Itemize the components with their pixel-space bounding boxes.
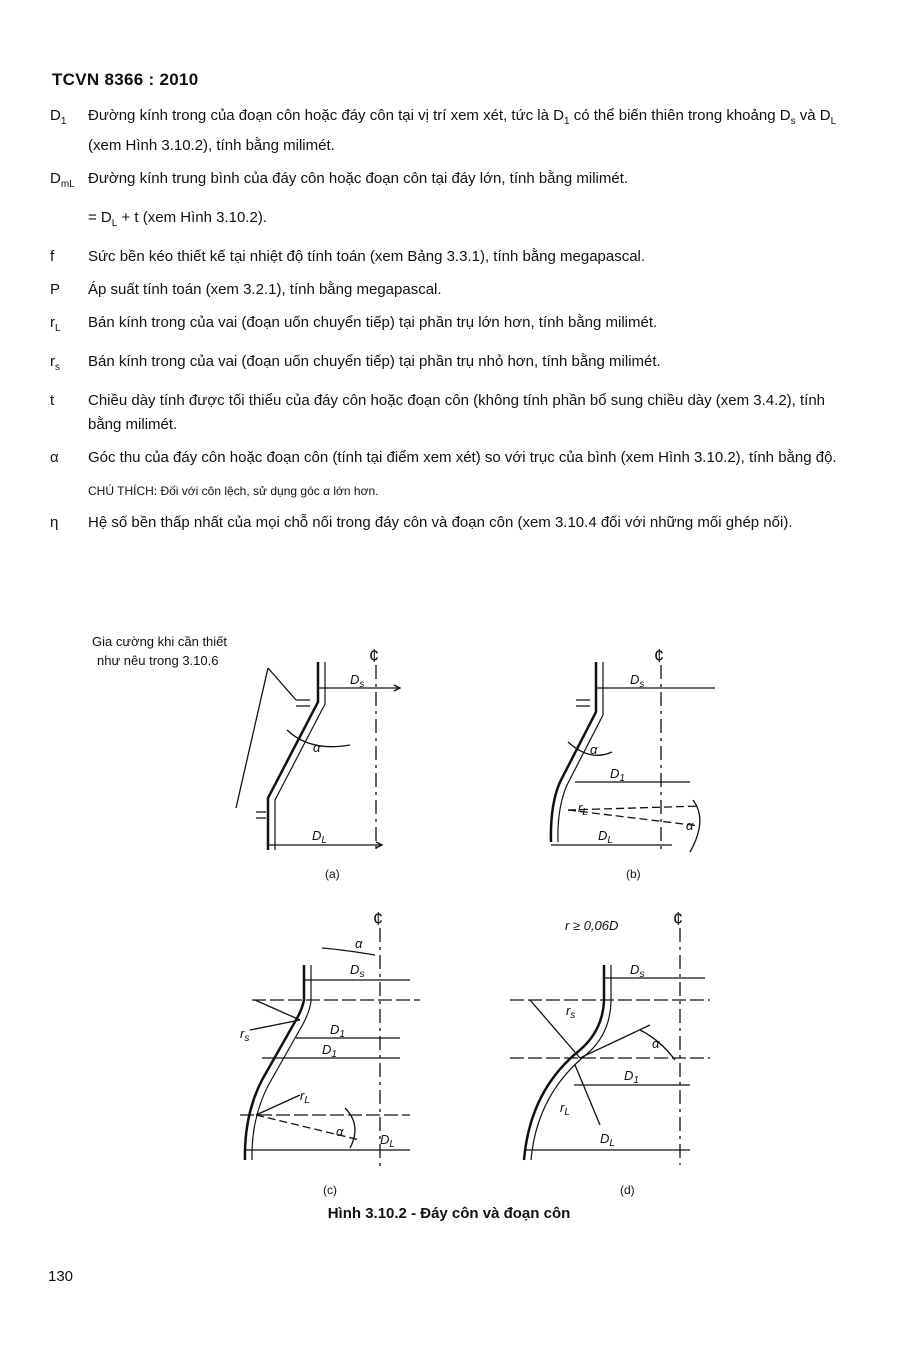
document-header: TCVN 8366 : 2010 [52,70,199,89]
symbol: α [50,449,59,466]
svg-text:rL: $r_L$ [300,1088,310,1106]
def-rl: $r_L$ Bán kính trong của vai (đoạn uốn chuyển tiếp) tại phần trụ lớn hơn, tính bằng milimét. [50,311,840,341]
symbol: D [50,107,61,124]
definition-text: Bán kính trong của vai (đoạn uốn chuyển tiếp) tại phần trụ lớn hơn, tính bằng milimét. [88,314,658,331]
def-alpha [50,446,840,470]
svg-text:rL: $r_L$ [560,1100,570,1118]
svg-text:α: α [336,1124,344,1139]
def-p [50,278,840,302]
symbol: P [50,281,61,298]
svg-text:rs: $r_s$ [240,1026,250,1044]
def-dml: $D_{mL}$ Đường kính trung bình của đáy côn hoặc đoạn côn tại đáy lớn, tính bằng milimét. [50,167,840,197]
rl-condition: r ≥ 0,06D [565,918,619,933]
centerline-symbol: ¢ [369,646,380,666]
def-rs: $r_s$ Bán kính trong của vai (đoạn uốn chuyển tiếp) tại phần trụ nhỏ hơn, tính bằng milimét. [50,350,840,380]
svg-text:Ds: $D_s$ [630,962,645,980]
svg-text:D1: $D_1$ [322,1042,337,1060]
subfigure-label-a: (a) [325,867,340,881]
dl-label: $D_L$ [312,828,327,846]
definition-text: Hệ số bền thấp nhất của mọi chỗ nối trong đáy côn và đoạn côn (xem 3.10.4 đối với những mối ghép nối). [88,514,793,531]
svg-text:D1: $D_1$ [610,766,625,784]
symbol: r [50,353,55,370]
svg-text:α: α [686,818,694,833]
definition-text: Sức bền kéo thiết kế tại nhiệt độ tính toán (xem Bảng 3.3.1), tính bằng megapascal. [88,248,646,265]
figure-3-10-2 [0,600,898,1200]
subfigure-d [510,909,710,1197]
symbol-definitions [50,104,840,544]
svg-text:Ds: $D_s$ [630,672,645,690]
def-d1: $D_1$ Đường kính trong của đoạn côn hoặc đáy côn tại vị trí xem xét, tức là $D_1$ có thể biến thiên trong khoảng $D_s$ và $D_L$ (xem Hình 3.10.2), tính bằng milimét. [50,107,837,154]
symbol: t [50,392,55,409]
subfigure-c [240,909,420,1197]
definition-text: Bán kính trong của vai (đoạn uốn chuyển tiếp) tại phần trụ nhỏ hơn, tính bằng milimét. [88,353,661,370]
symbol: f [50,248,55,265]
def-dml-equation: = $D_L + t$ (xem Hình 3.10.2). [88,209,267,229]
reinforce-label-line2: như nêu trong 3.10.6 [97,653,219,668]
definition-text: Đường kính trong của đoạn côn hoặc đáy côn tại vị trí xem xét, tức là D [88,107,564,124]
svg-text:DL: $D_L$ [600,1131,615,1149]
definition-text: Đường kính trung bình của đáy côn hoặc đoạn côn tại đáy lớn, tính bằng milimét. [88,170,629,187]
svg-text:α: α [590,742,598,757]
definition-text: Góc thu của đáy côn hoặc đoạn côn (tính tại điểm xem xét) so với trục của bình (xem Hình 3.10.2), tính bằng độ. [88,449,837,466]
subfigure-b [551,646,715,881]
subfigure-label-c: (c) [323,1183,337,1197]
svg-text:¢: ¢ [654,646,665,666]
def-f [50,245,840,269]
def-t [50,389,840,437]
note: CHÚ THÍCH: Đối với côn lệch, sử dụng góc α lớn hơn. [88,484,379,498]
definition-text: Chiều dày tính được tối thiểu của đáy côn hoặc đoạn côn (không tính phần bổ sung chiều dày (xem 3.4.2), tính bằng milimét. [88,392,826,433]
alpha-label: α [313,740,321,755]
definition-text: Áp suất tính toán (xem 3.2.1), tính bằng megapascal. [88,281,442,298]
svg-text:rL: $r_L$ [578,800,588,818]
leader-lines [236,668,296,808]
page-number: 130 [48,1268,74,1285]
symbol: η [50,514,59,531]
ds-label: $D_s$ [350,672,365,690]
def-eta [50,511,840,535]
svg-text:¢: ¢ [673,909,684,929]
svg-text:rs: $r_s$ [566,1003,576,1021]
svg-text:D1: $D_1$ [330,1022,345,1040]
svg-text:DL: $D_L$ [598,828,613,846]
reinforce-label-line1: Gia cường khi cần thiết [92,634,228,649]
figure-caption: Hình 3.10.2 - Đáy côn và đoạn côn [327,1205,571,1222]
symbol: D [50,170,61,187]
svg-text:DL: $D_L$ [380,1132,395,1150]
svg-text:α: α [652,1036,660,1051]
svg-text:Ds: $D_s$ [350,962,365,980]
subfigure-label-d: (d) [620,1183,635,1197]
svg-text:α: α [355,936,363,951]
svg-text:¢: ¢ [373,909,384,929]
symbol: r [50,314,55,331]
subfigure-a [92,634,400,881]
subfigure-label-b: (b) [626,867,641,881]
svg-text:D1: $D_1$ [624,1068,639,1086]
